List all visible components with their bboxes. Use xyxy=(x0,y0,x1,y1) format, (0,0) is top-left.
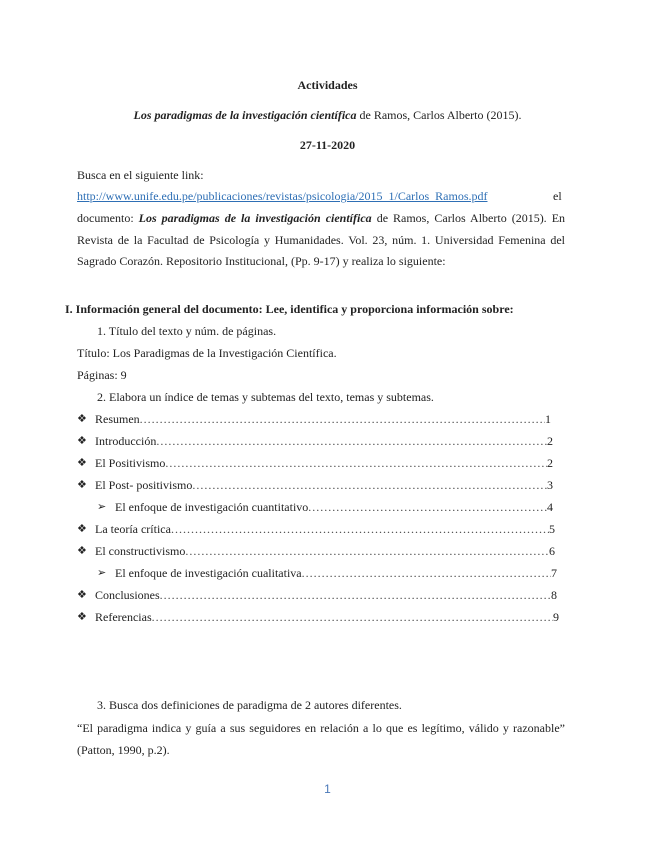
toc-label: Resumen xyxy=(95,412,140,426)
titulo-line xyxy=(77,346,337,361)
toc-page: 4 xyxy=(547,500,553,514)
document-title: Actividades xyxy=(297,78,358,92)
intro-link-line xyxy=(77,189,487,204)
toc-dots xyxy=(152,609,553,625)
toc-page: 5 xyxy=(549,522,555,536)
subtitle-italic: Los paradigmas de la investigación científica xyxy=(133,108,357,122)
item-2: 2. Elabora un índice de temas y subtemas del texto, temas y subtemas. xyxy=(97,390,434,404)
toc-label: El Post- positivismo xyxy=(95,478,193,492)
toc-item xyxy=(77,477,553,493)
diamond-bullet-icon: ❖ xyxy=(77,611,87,623)
toc-label: La teoría crítica xyxy=(95,522,171,536)
titulo-value: Los Paradigmas de la Investigación Científica. xyxy=(112,346,337,360)
toc-label: El Positivismo xyxy=(95,456,166,470)
item-3: 3. Busca dos definiciones de paradigma de 2 autores diferentes. xyxy=(97,698,402,712)
toc-label: Referencias xyxy=(95,610,152,624)
toc-subitem xyxy=(97,565,557,581)
toc-dots xyxy=(302,565,551,581)
toc-label: Conclusiones xyxy=(95,588,160,602)
link-trailing-word: el xyxy=(553,189,562,203)
toc-label: El constructivismo xyxy=(95,544,186,558)
toc-dots xyxy=(140,411,545,427)
toc-label: Introducción xyxy=(95,434,157,448)
document-date: 27-11-2020 xyxy=(299,138,356,152)
diamond-bullet-icon: ❖ xyxy=(77,545,87,557)
paragraph-italic-title: Los paradigmas de la investigación científica xyxy=(138,211,372,225)
toc-page: 7 xyxy=(551,566,557,580)
diamond-bullet-icon: ❖ xyxy=(77,479,87,491)
toc-item xyxy=(77,455,553,471)
pdf-link[interactable]: http://www.unife.edu.pe/publicaciones/revistas/psicologia/2015_1/Carlos_Ramos.pdf xyxy=(77,189,488,203)
arrow-bullet-icon: ➢ xyxy=(97,501,107,513)
toc-page: 9 xyxy=(553,610,559,624)
paragraph-rest: de Ramos, Carlos Alberto (2015). En Revista de la Facultad de Psicología y Humanidades. Vol. 23, núm. 1. Universidad Femenina del Sagrado Corazón. Repositorio Institucional, (Pp. 9-17) y realiza lo siguiente: xyxy=(77,211,566,268)
toc-item xyxy=(77,587,557,603)
toc-label: El enfoque de investigación cualitativa xyxy=(115,566,302,580)
diamond-bullet-icon: ❖ xyxy=(77,457,87,469)
toc-dots xyxy=(185,543,549,559)
toc-item xyxy=(77,411,551,427)
diamond-bullet-icon: ❖ xyxy=(77,523,87,535)
toc-page: 2 xyxy=(547,434,553,448)
subtitle-author: de Ramos, Carlos Alberto (2015). xyxy=(356,108,522,122)
diamond-bullet-icon: ❖ xyxy=(77,435,87,447)
toc-page: 3 xyxy=(547,478,553,492)
diamond-bullet-icon: ❖ xyxy=(77,413,87,425)
intro-line: Busca en el siguiente link: xyxy=(77,168,204,182)
paginas-line xyxy=(77,368,127,383)
toc-page: 1 xyxy=(545,412,551,426)
intro-paragraph xyxy=(77,208,565,273)
toc-subitem xyxy=(97,499,553,515)
toc-label: El enfoque de investigación cuantitativo xyxy=(115,500,309,514)
quote-paragraph: “El paradigma indica y guía a sus seguidores en relación a lo que es legítimo, válido y razonable” (Patton, 1990, p.2). xyxy=(77,721,565,757)
paginas-label: Páginas: xyxy=(77,368,121,382)
toc-item xyxy=(77,521,555,537)
titulo-label: Título: xyxy=(77,346,113,360)
toc-dots xyxy=(165,455,547,471)
item-1: 1. Título del texto y núm. de páginas. xyxy=(97,324,277,338)
paginas-value: 9 xyxy=(120,368,127,382)
toc-dots xyxy=(192,477,547,493)
document-subtitle xyxy=(0,108,655,123)
toc-dots xyxy=(171,521,549,537)
toc-item xyxy=(77,543,555,559)
page-number: 1 xyxy=(324,782,331,796)
toc-page: 2 xyxy=(547,456,553,470)
toc-item xyxy=(77,433,553,449)
paragraph-start: documento: xyxy=(77,211,139,225)
toc-dots xyxy=(160,587,551,603)
toc-item xyxy=(77,609,559,625)
section-heading: I. Información general del documento: Lee, identifica y proporciona información sobre: xyxy=(65,302,514,316)
toc-page: 8 xyxy=(551,588,557,602)
arrow-bullet-icon: ➢ xyxy=(97,567,107,579)
toc-dots xyxy=(308,499,547,515)
toc-dots xyxy=(156,433,547,449)
diamond-bullet-icon: ❖ xyxy=(77,589,87,601)
toc-page: 6 xyxy=(549,544,555,558)
